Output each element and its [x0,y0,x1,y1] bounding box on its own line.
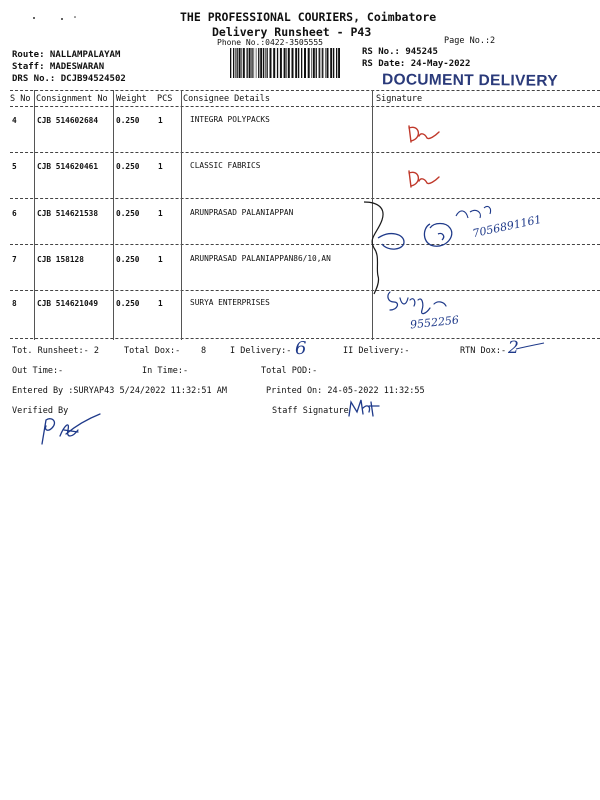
barcode-bar [322,48,323,78]
row-consignment: CJB 514621049 [37,299,99,308]
verified-by-signature [38,410,102,446]
barcode-bar [249,48,251,78]
barcode-bar [241,48,242,78]
ii-delivery-label: II Delivery:- [343,346,410,356]
barcode-bar [258,48,259,78]
row-consignment: CJB 514621538 [37,209,99,218]
row-weight: 0.250 [116,299,140,308]
barcode-bar [298,48,299,78]
barcode-bar [277,48,278,78]
signature-row4 [405,122,445,146]
row-sno: 4 [12,116,17,125]
entered-by: Entered By :SURYAP43 5/24/2022 11:32:51 AM [12,386,227,396]
handwritten-phone-row8: 9552256 [409,313,460,332]
row-pcs: 1 [158,299,163,308]
printed-on: Printed On: 24-05-2022 11:32:55 [266,386,425,396]
row-rule [10,152,600,153]
rtn-dox-label: RTN Dox:- [460,346,507,356]
row-weight: 0.250 [116,116,140,125]
barcode-bar [338,48,340,78]
staff-label: Staff: MADESWARAN [12,62,105,72]
barcode-bar [316,48,317,78]
barcode-bar [295,48,297,78]
in-time-label: In Time:- [142,366,189,376]
row-weight: 0.250 [116,209,140,218]
barcode-bar [284,48,286,78]
barcode-bar [263,48,264,78]
row-consignee: ARUNPRASAD PALANIAPPAN [190,208,294,217]
barcode-bar [237,48,238,78]
document-delivery-stamp: DOCUMENT DELIVERY [381,71,558,90]
barcode-bar [327,48,329,78]
column-divider [34,90,35,340]
row-consignee: INTEGRA POLYPACKS [190,115,270,124]
barcode-bar [319,48,320,78]
barcode-bar [288,48,290,78]
barcode-bar [233,48,234,78]
header-weight: Weight [116,94,147,104]
barcode-bar [321,48,322,78]
row-weight: 0.250 [116,255,140,264]
barcode-bar [270,48,272,78]
signature-row6-7 [360,198,560,298]
barcode-bar [333,48,334,78]
row-pcs: 1 [158,162,163,171]
page-number: Page No.:2 [444,36,496,46]
scan-specks [30,14,90,24]
staff-signature [347,398,381,418]
row-consignment: CJB 158128 [37,255,84,264]
rtn-dox-stroke [516,341,546,351]
barcode-bar [254,48,255,78]
barcode-bar [292,48,294,78]
company-title: THE PROFESSIONAL COURIERS, Coimbatore [180,10,437,24]
row-consignment: CJB 514602684 [37,116,99,125]
barcode-bar [251,48,252,78]
barcode-bar [308,48,310,78]
barcode-bar [260,48,262,78]
row-consignment: CJB 514620461 [37,162,99,171]
barcode-bar [336,48,337,78]
header-pcs: PCS [157,94,173,104]
barcode-bar [239,48,241,78]
rs-number: RS No.: 945245 [362,47,438,57]
rtn-dox-written: 2 [508,338,519,358]
barcode-bar [280,48,282,78]
staff-signature-label: Staff Signature [272,406,349,416]
drs-number: DRS No.: DCJB94524502 [12,74,126,84]
runsheet-title: Delivery Runsheet - P43 [212,25,372,39]
i-delivery-label: I Delivery:- [230,346,292,356]
header-sno: S No [10,94,31,104]
barcode-bar [325,48,326,78]
row-consignee: SURYA ENTERPRISES [190,298,270,307]
row-pcs: 1 [158,116,163,125]
column-divider [113,90,114,340]
barcode-bar [230,48,231,78]
header-consignee: Consignee Details [183,94,270,104]
header-signature: Signature [376,94,423,104]
i-delivery-written: 6 [295,338,307,359]
barcode-bar [304,48,306,78]
barcode-bar [265,48,266,78]
signature-row5 [405,167,445,191]
handwritten-phone-row6: 7056891161 [471,212,543,241]
barcode-bar [311,48,312,78]
row-consignee: ARUNPRASAD PALANIAPPAN86/10,AN [190,254,331,263]
table-top-rule [10,90,600,91]
phone-number: Phone No.:0422-3505555 [217,38,323,47]
total-pod-label: Total POD:- [261,366,318,376]
barcode-bar [235,48,236,78]
header-rule [10,106,600,107]
row-sno: 7 [12,255,17,264]
row-pcs: 1 [158,209,163,218]
barcode-bar [286,48,287,78]
barcode-bar [301,48,302,78]
barcode-bar [273,48,275,78]
verified-by-label: Verified By [12,406,69,416]
barcode-bar [313,48,315,78]
row-pcs: 1 [158,255,163,264]
barcode-bar [256,48,257,78]
barcode-bar [267,48,268,78]
barcode-image [230,48,340,78]
total-dox-value: 8 [201,346,207,356]
row-weight: 0.250 [116,162,140,171]
out-time-label: Out Time:- [12,366,64,376]
rs-date: RS Date: 24-May-2022 [362,59,471,69]
route-label: Route: NALLAMPALAYAM [12,50,121,60]
column-divider [181,90,182,340]
total-runsheet: Tot. Runsheet:- 2 [12,346,99,356]
row-sno: 6 [12,209,17,218]
barcode-bar [330,48,332,78]
row-sno: 8 [12,299,17,308]
row-sno: 5 [12,162,17,171]
barcode-bar [247,48,248,78]
row-consignee: CLASSIC FABRICS [190,161,261,170]
header-consignment: Consignment No [36,94,108,104]
total-dox-label: Total Dox:- [124,346,181,356]
barcode-bar [243,48,245,78]
